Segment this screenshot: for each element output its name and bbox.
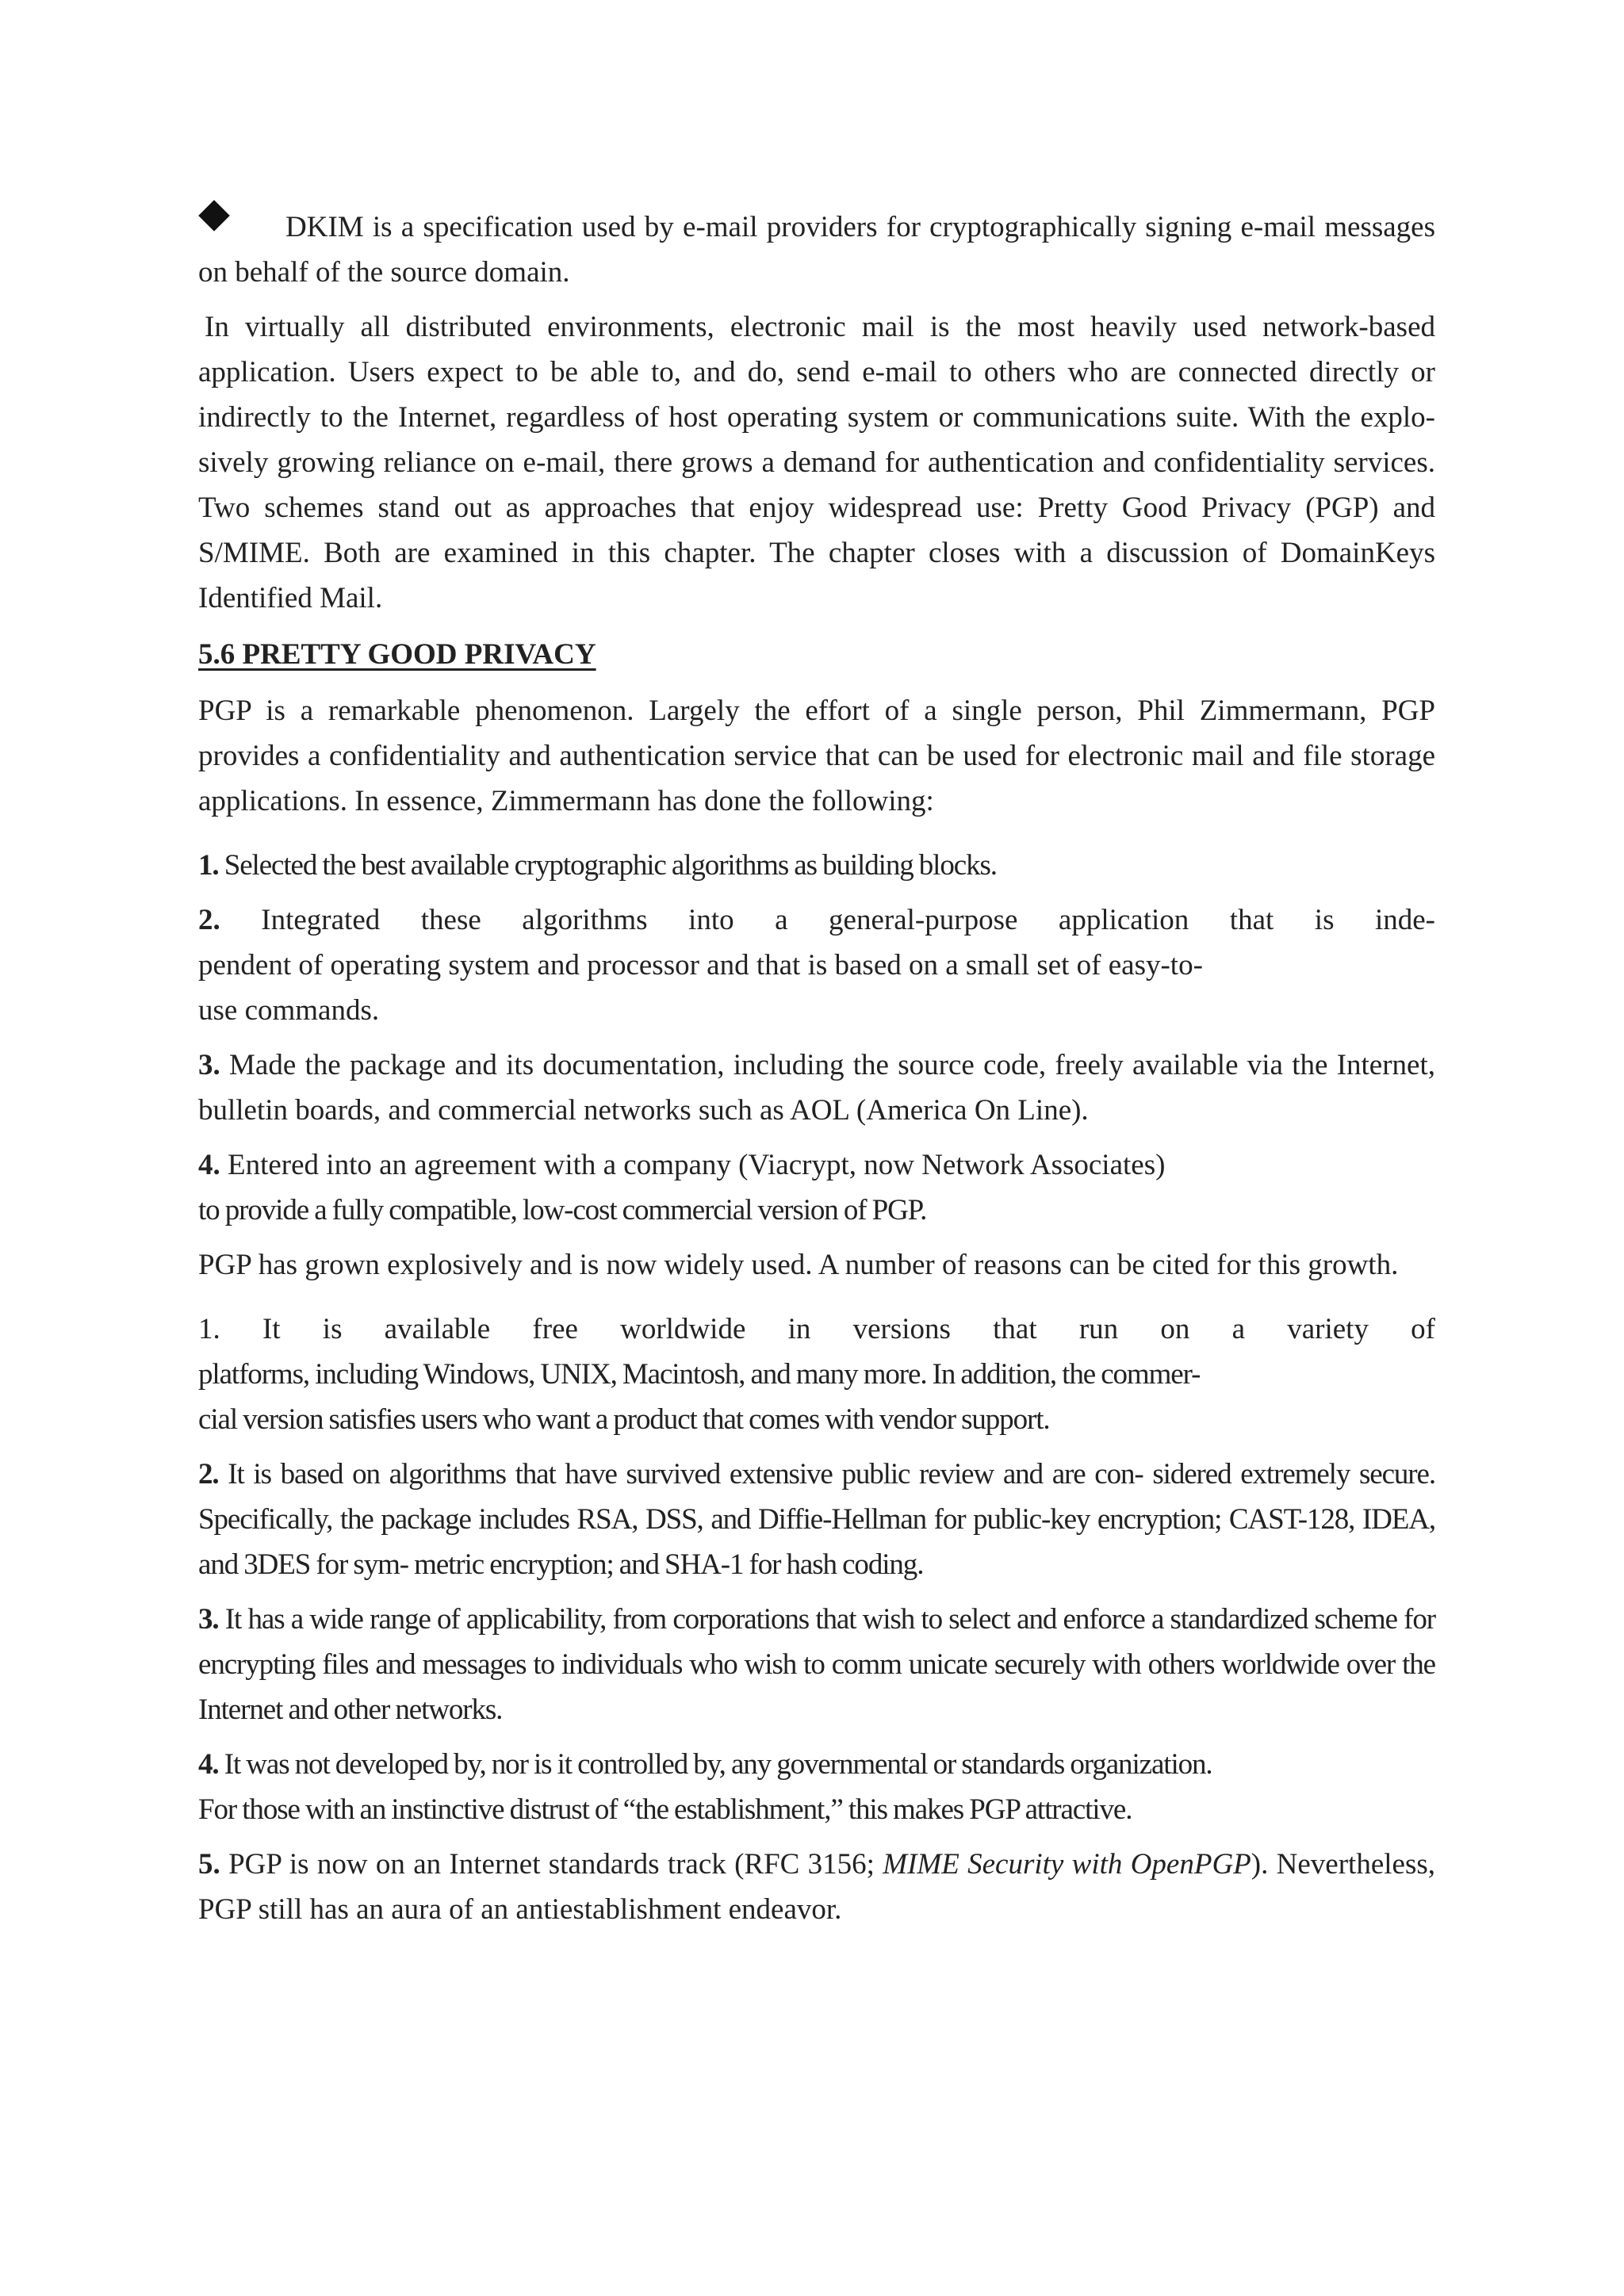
reason-line bbox=[198, 1307, 1435, 1352]
step-number: 3. bbox=[198, 1049, 220, 1081]
reason-line bbox=[198, 1742, 1435, 1787]
step-text: Made the package and its documentation, including the source code, freely available via the Internet, bulletin boards, and commercial networks such as AOL (America On Line). bbox=[198, 1049, 1435, 1127]
reason-text: It has a wide range of applicability, from corporations that wish to select and enforce a standardized scheme for encrypting files and messages to individuals who wish to comm unicate securely with others worldwide over the Internet and other networks. bbox=[198, 1603, 1435, 1726]
growth-paragraph: PGP has grown explosively and is now widely used. A number of reasons can be cited for this growth. bbox=[198, 1249, 1399, 1281]
reason-number: 2. bbox=[198, 1458, 219, 1490]
step-text: Selected the best available cryptographic algorithms as building blocks. bbox=[224, 849, 997, 882]
step-item bbox=[198, 1043, 1435, 1133]
step-item bbox=[198, 897, 1435, 1033]
step-text-line2: to provide a fully compatible, low-cost commercial version of PGP. bbox=[198, 1194, 927, 1226]
step-number: 1. bbox=[198, 849, 219, 882]
step-text-line3: use commands. bbox=[198, 994, 380, 1027]
reason-number: 5. bbox=[198, 1848, 220, 1881]
step-number: 4. bbox=[198, 1149, 220, 1181]
dkim-bullet-paragraph bbox=[198, 205, 1435, 295]
reason-text-line2: platforms, including Windows, UNIX, Macintosh, and many more. In addition, the commer- bbox=[198, 1358, 1201, 1391]
step-line bbox=[198, 897, 1435, 943]
reason-item bbox=[198, 1597, 1435, 1732]
reason-text-line2: For those with an instinctive distrust of “the establishment,” this makes PGP attractive. bbox=[198, 1793, 1132, 1826]
reason-text-line3: cial version satisfies users who want a product that comes with vendor support. bbox=[198, 1403, 1050, 1436]
reason-text: It is based on algorithms that have survived extensive public review and are con- sidered extremely secure. Specifically, the package includes RSA, DSS, and Diffie-Hellman for public-key encryption; CAST-128, IDEA, and 3DES for sym- metric encryption; and SHA-1 for hash coding. bbox=[198, 1458, 1435, 1581]
reason-item bbox=[198, 1842, 1435, 1932]
reason-number: 3. bbox=[198, 1603, 219, 1636]
step-item bbox=[198, 1142, 1435, 1233]
document-page bbox=[198, 205, 1435, 1942]
dkim-bullet-text: DKIM is a specification used by e-mail providers for cryptographically signing e-mail messages on behalf of the source domain. bbox=[198, 211, 1435, 289]
reason-text-italic: MIME Security with OpenPGP bbox=[883, 1848, 1251, 1881]
reason-number: 1. bbox=[198, 1313, 220, 1345]
reason-text-line1: It was not developed by, nor is it controlled by, any governmental or standards organization. bbox=[224, 1748, 1212, 1781]
step-text-line1: Entered into an agreement with a company (Viacrypt, now Network Associates) bbox=[228, 1149, 1166, 1181]
intro-paragraph: In virtually all distributed environments, electronic mail is the most heavily used network-based application. Users expect to be able to, and do, send e-mail to others who are connected directly or indirectly to the Internet, regardless of host operating system or communications suite. With the explo- sively growing reliance on e-mail, there grows a demand for authentication and confidentiality services. Two schemes stand out as approaches that enjoy widespread use: Pretty Good Privacy (PGP) and S/MIME. Both are examined in this chapter. The chapter closes with a discussion of DomainKeys Identified Mail. bbox=[198, 311, 1435, 614]
reason-number: 4. bbox=[198, 1748, 219, 1781]
reason-text-before: PGP is now on an Internet standards track (RFC 3156; bbox=[228, 1848, 883, 1881]
step-number: 2. bbox=[198, 904, 220, 936]
reason-text-line1: It is available free worldwide in versions that run on a variety of bbox=[262, 1313, 1435, 1345]
step-item bbox=[198, 843, 1435, 888]
step-text-line1: Integrated these algorithms into a general-purpose application that is inde- bbox=[261, 904, 1436, 936]
reason-item bbox=[198, 1742, 1435, 1832]
section-heading bbox=[198, 632, 1435, 677]
step-line bbox=[198, 1142, 1435, 1188]
diamond-bullet-icon bbox=[198, 200, 230, 232]
pgp-intro-paragraph: PGP is a remarkable phenomenon. Largely the effort of a single person, Phil Zimmermann, PGP provides a confidentiality and authentication service that can be used for electronic mail and file storage applications. In essence, Zimmermann has done the following: bbox=[198, 695, 1435, 817]
reason-item bbox=[198, 1452, 1435, 1587]
section-heading-text: 5.6 PRETTY GOOD PRIVACY bbox=[198, 638, 596, 671]
step-text-line2: pendent of operating system and processor and that is based on a small set of easy-to- bbox=[198, 949, 1203, 982]
reason-text-after: ). Nevertheless, PGP still has an aura of an antiestablishment endeavor. bbox=[198, 1848, 1435, 1926]
reason-item bbox=[198, 1307, 1435, 1442]
